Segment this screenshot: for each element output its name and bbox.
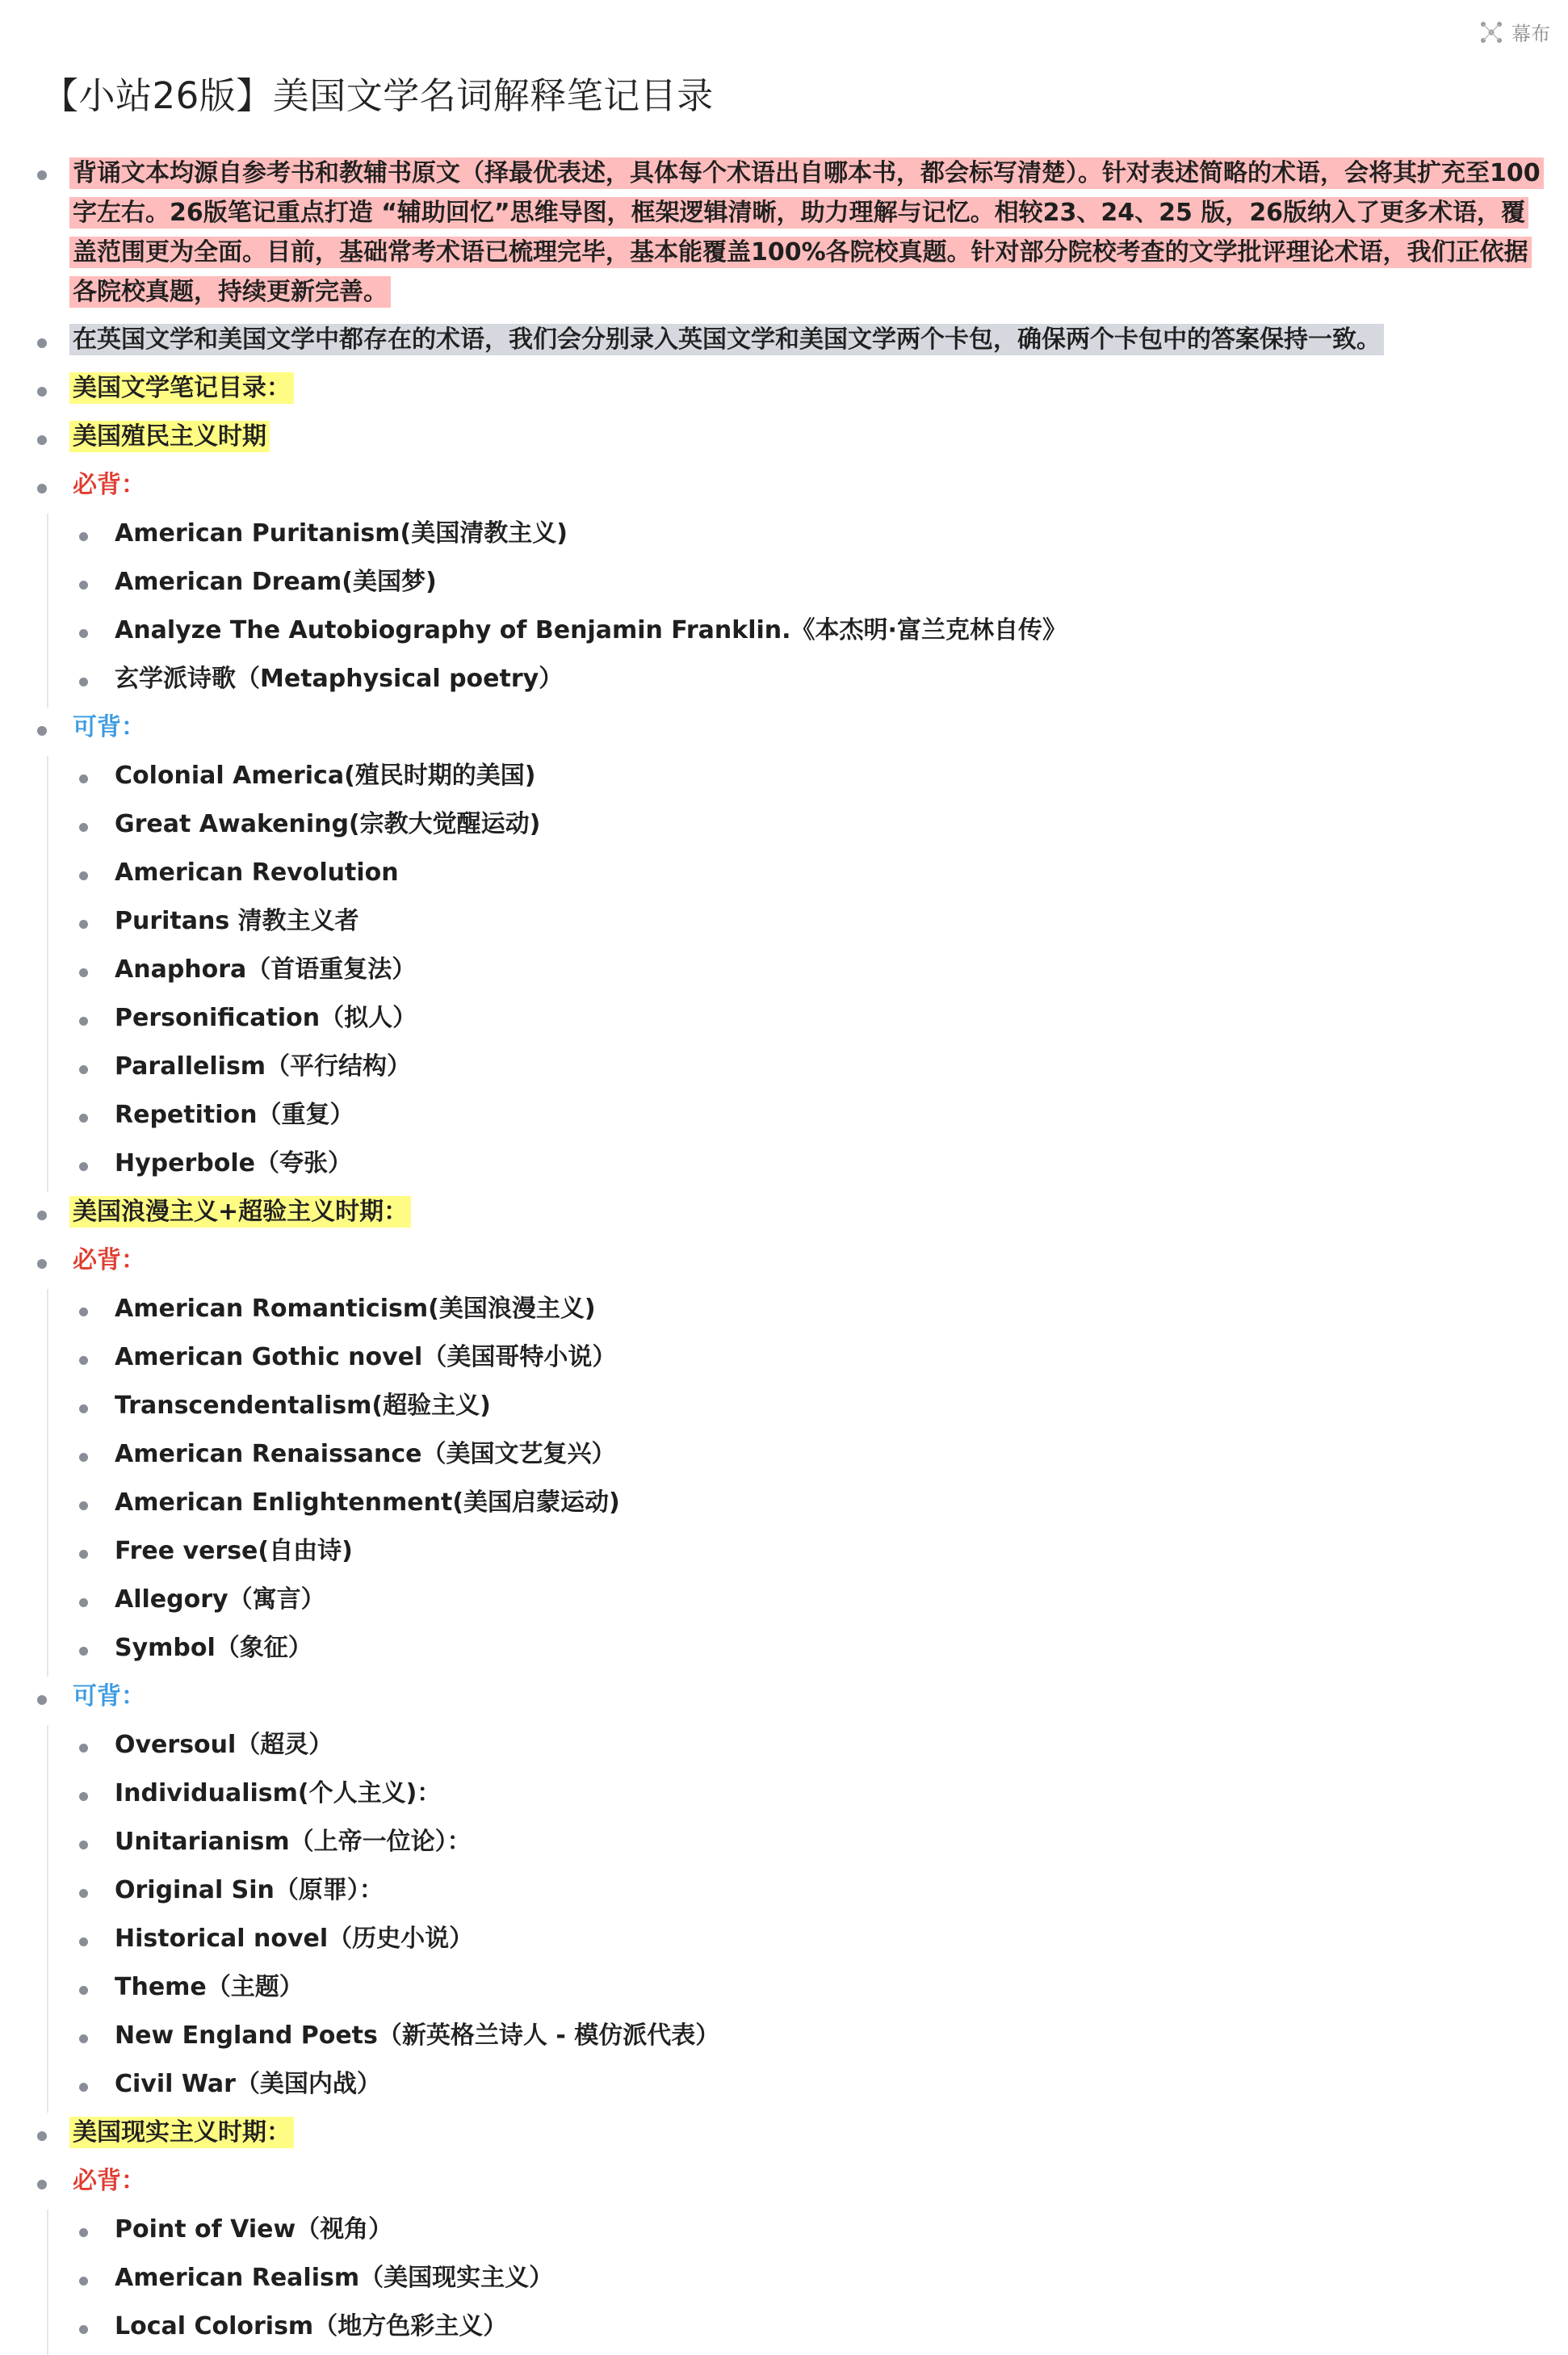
term-text[interactable]: Free verse(自由诗) [115, 1537, 353, 1565]
term-text[interactable]: Unitarianism（上帝一位论）： [115, 1828, 472, 1856]
term-item[interactable] [47, 1289, 1547, 1337]
term-text[interactable]: American Gothic novel（美国哥特小说） [115, 1343, 617, 1371]
bullet-dot[interactable] [79, 775, 88, 783]
term-text[interactable]: Puritans 清教主义者 [115, 907, 359, 935]
bullet-dot[interactable] [79, 1453, 88, 1462]
bullet-dot[interactable] [79, 1065, 88, 1074]
mindmap-icon [1479, 20, 1503, 44]
term-list-romantic-optional [47, 1725, 1547, 2113]
bullet-dot[interactable] [79, 1889, 88, 1898]
term-text[interactable]: Hyperbole（夸张） [115, 1149, 352, 1178]
term-item[interactable] [47, 1628, 1547, 1677]
term-item[interactable] [47, 901, 1547, 950]
bullet-dot[interactable] [79, 1937, 88, 1946]
mindmap-label: 幕布 [1511, 23, 1550, 45]
term-item[interactable] [47, 998, 1547, 1047]
term-text[interactable]: 玄学派诗歌（Metaphysical poetry） [115, 665, 564, 693]
term-item[interactable] [47, 1774, 1547, 1822]
section-heading-romantic[interactable] [29, 1192, 1547, 1240]
bullet-dot[interactable] [79, 2083, 88, 2092]
bullet-dot[interactable] [79, 2228, 88, 2237]
bullet-dot[interactable] [79, 532, 88, 541]
bullet-dot[interactable] [79, 968, 88, 977]
bullet-dot[interactable] [37, 484, 47, 493]
term-item[interactable] [47, 1967, 1547, 2016]
bullet-dot[interactable] [79, 1114, 88, 1123]
must-label-realism[interactable] [29, 2161, 1547, 2210]
term-text[interactable]: American Romanticism(美国浪漫主义) [115, 1295, 596, 1323]
term-text[interactable]: Personification（拟人） [115, 1004, 417, 1032]
term-item[interactable] [47, 950, 1547, 998]
term-text[interactable]: American Puritanism(美国清教主义) [115, 519, 568, 548]
outline-item-intro-1[interactable] [29, 150, 1547, 312]
bullet-dot[interactable] [37, 2180, 47, 2189]
bullet-dot[interactable] [79, 1986, 88, 1995]
bullet-dot[interactable] [79, 1162, 88, 1171]
section-heading-realism[interactable] [29, 2113, 1547, 2161]
term-item[interactable] [47, 1870, 1547, 1919]
must-label-text[interactable]: 必背： [73, 2167, 145, 2195]
bullet-dot[interactable] [37, 170, 47, 180]
term-item[interactable] [47, 514, 1547, 562]
term-list-colonial-must [47, 514, 1547, 707]
page-title: 【小站26版】美国文学名词解释笔记目录 [42, 74, 714, 117]
bullet-dot[interactable] [79, 2277, 88, 2286]
section-heading-text[interactable]: 美国浪漫主义+超验主义时期： [69, 1196, 411, 1228]
bullet-dot[interactable] [79, 1404, 88, 1413]
term-text[interactable]: American Enlightenment(美国启蒙运动) [115, 1488, 620, 1517]
term-text[interactable]: New England Poets（新英格兰诗人 - 模仿派代表） [115, 2021, 720, 2050]
optional-label-colonial[interactable] [29, 707, 1547, 756]
bullet-dot[interactable] [79, 1308, 88, 1316]
term-list-romantic-must [47, 1289, 1547, 1677]
term-item[interactable] [47, 756, 1547, 804]
term-item[interactable] [47, 562, 1547, 611]
term-item[interactable] [47, 1822, 1547, 1870]
must-label-colonial[interactable] [29, 465, 1547, 514]
must-label-text[interactable]: 必背： [73, 471, 145, 499]
outline-item-text[interactable]: 美国文学笔记目录： [69, 372, 294, 404]
term-list-colonial-optional [47, 756, 1547, 1192]
term-text[interactable]: Oversoul（超灵） [115, 1731, 333, 1759]
bullet-dot[interactable] [79, 920, 88, 929]
bullet-dot[interactable] [79, 1017, 88, 1026]
term-text[interactable]: American Revolution [115, 858, 399, 887]
section-heading-colonial[interactable] [29, 417, 1547, 465]
bullet-dot[interactable] [79, 581, 88, 590]
term-item[interactable] [47, 2307, 1547, 2355]
term-item[interactable] [47, 1047, 1547, 1095]
term-item[interactable] [47, 2258, 1547, 2307]
term-item[interactable] [47, 853, 1547, 901]
bullet-dot[interactable] [79, 2034, 88, 2043]
must-label-romantic[interactable] [29, 1240, 1547, 1289]
bullet-dot[interactable] [79, 871, 88, 880]
term-list-realism-must [47, 2210, 1547, 2355]
term-text[interactable]: American Realism（美国现实主义） [115, 2264, 554, 2292]
term-item[interactable] [47, 1725, 1547, 1774]
bullet-dot[interactable] [79, 1598, 88, 1607]
bullet-dot[interactable] [37, 726, 47, 736]
term-text[interactable]: Original Sin（原罪）： [115, 1876, 384, 1904]
bullet-dot[interactable] [37, 2131, 47, 2141]
term-item[interactable] [47, 1386, 1547, 1434]
term-item[interactable] [47, 659, 1547, 707]
term-text[interactable]: Theme（主题） [115, 1973, 304, 2001]
term-item[interactable] [47, 804, 1547, 853]
bullet-dot[interactable] [79, 1792, 88, 1801]
term-item[interactable] [47, 1144, 1547, 1192]
term-text[interactable]: Allegory（寓言） [115, 1585, 325, 1614]
bullet-dot[interactable] [37, 387, 47, 397]
bullet-dot[interactable] [37, 1259, 47, 1269]
outline-item-catalog-heading[interactable] [29, 368, 1547, 417]
outline-item-text[interactable]: 在英国文学和美国文学中都存在的术语，我们会分别录入英国文学和美国文学两个卡包，确保两个卡包中的答案保持一致。 [69, 324, 1384, 355]
bullet-dot[interactable] [79, 2325, 88, 2334]
term-text[interactable]: American Renaissance（美国文艺复兴） [115, 1440, 616, 1468]
bullet-dot[interactable] [79, 1550, 88, 1559]
term-item[interactable] [47, 1095, 1547, 1144]
mindmap-button[interactable] [1479, 18, 1550, 46]
optional-label-romantic[interactable] [29, 1677, 1547, 1725]
term-text[interactable]: Point of View（视角） [115, 2215, 393, 2244]
term-text[interactable]: Analyze The Autobiography of Benjamin Franklin.《本杰明·富兰克林自传》 [115, 616, 1067, 644]
term-item[interactable] [47, 1337, 1547, 1386]
term-item[interactable] [47, 1483, 1547, 1531]
bullet-dot[interactable] [79, 1356, 88, 1365]
term-text[interactable]: Anaphora（首语重复法） [115, 955, 417, 984]
bullet-dot[interactable] [79, 1647, 88, 1656]
term-item[interactable] [47, 1531, 1547, 1580]
term-text[interactable]: Local Colorism（地方色彩主义） [115, 2312, 508, 2340]
term-text[interactable]: Transcendentalism(超验主义) [115, 1392, 491, 1420]
bullet-dot[interactable] [79, 823, 88, 832]
term-item[interactable] [47, 1919, 1547, 1967]
term-text[interactable]: Individualism(个人主义)： [115, 1779, 442, 1807]
term-item[interactable] [47, 2064, 1547, 2113]
term-text[interactable]: Historical novel（历史小说） [115, 1925, 474, 1953]
optional-label-text[interactable]: 可背： [73, 713, 145, 741]
section-heading-text[interactable]: 美国现实主义时期： [69, 2117, 294, 2148]
bullet-dot[interactable] [37, 1211, 47, 1220]
term-item[interactable] [47, 2210, 1547, 2258]
term-item[interactable] [47, 611, 1547, 659]
bullet-dot[interactable] [79, 629, 88, 638]
bullet-dot[interactable] [37, 338, 47, 348]
term-text[interactable]: Symbol（象征） [115, 1634, 312, 1662]
term-item[interactable] [47, 1434, 1547, 1483]
term-text[interactable]: Great Awakening(宗教大觉醒运动) [115, 810, 541, 838]
must-label-text[interactable]: 必背： [73, 1246, 145, 1274]
outline-item-text[interactable]: 背诵文本均源自参考书和教辅书原文（择最优表述，具体每个术语出自哪本书，都会标写清楚）。针对表述简略的术语，会将其扩充至100字左右。26版笔记重点打造 “辅助回忆”思维导图，框架逻辑清晰，助力理解与记忆。相较23、24、25 版，26版纳入了更多术语，覆盖范围更为全面。目前，基础常考术语已梳理完毕，基本能覆盖100%各院校真题。针对部分院校考查的文学批评理论术语，我们正依据各院校真题，持续更新完善。 [69, 157, 1544, 308]
bullet-dot[interactable] [79, 1501, 88, 1510]
bullet-dot[interactable] [79, 678, 88, 686]
term-item[interactable] [47, 2016, 1547, 2064]
bullet-dot[interactable] [37, 435, 47, 445]
term-text[interactable]: American Dream(美国梦) [115, 568, 437, 596]
term-text[interactable]: Parallelism（平行结构） [115, 1052, 412, 1081]
term-item[interactable] [47, 1580, 1547, 1628]
section-heading-text[interactable]: 美国殖民主义时期 [69, 421, 270, 452]
bullet-dot[interactable] [79, 1841, 88, 1849]
term-text[interactable]: Repetition（重复） [115, 1101, 354, 1129]
bullet-dot[interactable] [79, 1744, 88, 1753]
term-text[interactable]: Colonial America(殖民时期的美国) [115, 762, 536, 790]
outline-item-intro-2[interactable] [29, 320, 1547, 368]
optional-label-text[interactable]: 可背： [73, 1682, 145, 1711]
term-text[interactable]: Civil War（美国内战） [115, 2070, 381, 2098]
bullet-dot[interactable] [37, 1695, 47, 1705]
outline [29, 150, 1547, 2355]
